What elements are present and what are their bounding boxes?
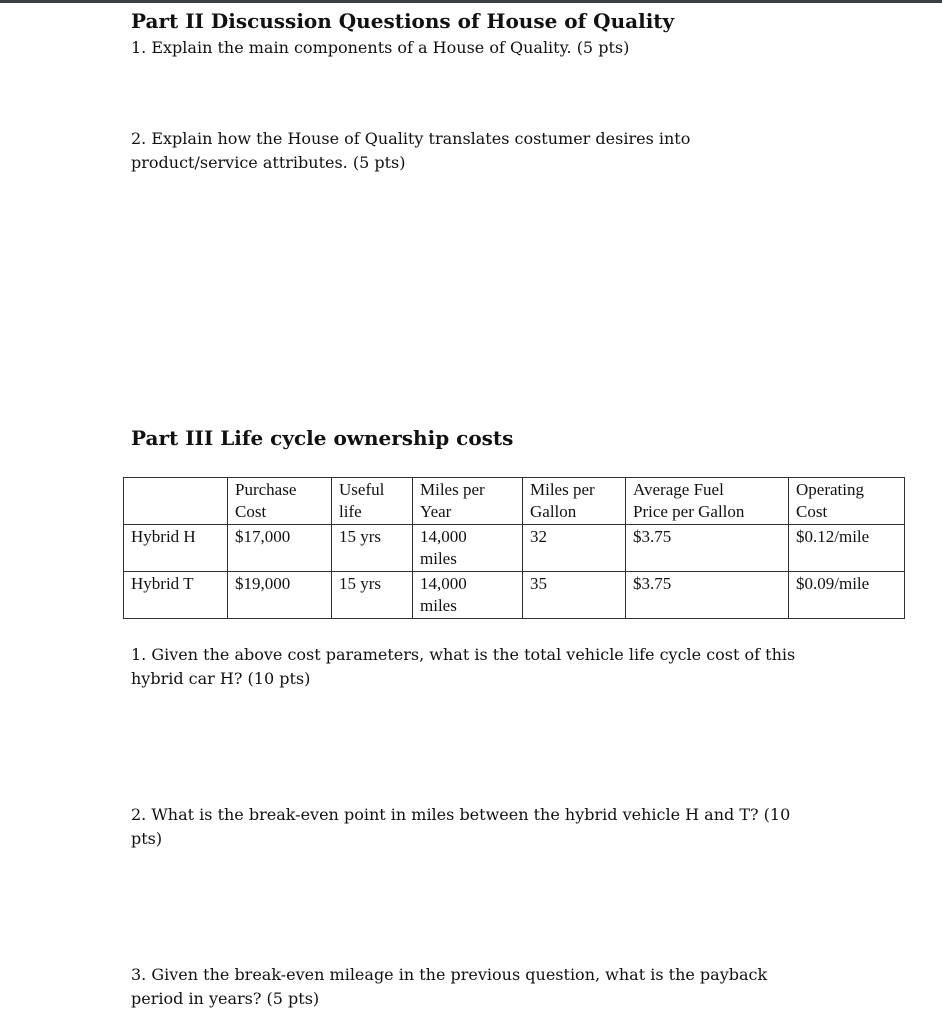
part3-question-2-line2: pts) — [131, 829, 163, 848]
header-cell-miles-per-gallon: Miles per Gallon — [523, 478, 626, 525]
part2-heading: Part II Discussion Questions of House of Quality — [131, 9, 675, 33]
cell-purchase-cost: $19,000 — [228, 572, 332, 619]
part2-question-2-line2: product/service attributes. (5 pts) — [131, 153, 406, 172]
cell-fuel-price: $3.75 — [626, 525, 789, 572]
table-header-row — [124, 478, 905, 525]
part3-heading: Part III Life cycle ownership costs — [131, 426, 514, 450]
top-border — [0, 0, 942, 3]
part2-question-2-line1: 2. Explain how the House of Quality translates costumer desires into — [131, 129, 691, 148]
cell-miles-per-gallon: 35 — [523, 572, 626, 619]
table-row-hybrid-h — [124, 525, 905, 572]
header-cell-purchase-cost: Purchase Cost — [228, 478, 332, 525]
cell-miles-per-gallon: 32 — [523, 525, 626, 572]
header-cell-empty — [124, 478, 228, 525]
cell-purchase-cost: $17,000 — [228, 525, 332, 572]
part3-question-3-line2: period in years? (5 pts) — [131, 989, 320, 1008]
cell-operating-cost: $0.12/mile — [789, 525, 905, 572]
part3-question-1-line2: hybrid car H? (10 pts) — [131, 669, 311, 688]
cost-table — [123, 477, 905, 619]
part2-question-1: 1. Explain the main components of a House of Quality. (5 pts) — [131, 38, 630, 57]
cell-useful-life: 15 yrs — [332, 572, 413, 619]
header-cell-operating-cost: Operating Cost — [789, 478, 905, 525]
cell-miles-per-year: 14,000 miles — [413, 525, 523, 572]
cell-useful-life: 15 yrs — [332, 525, 413, 572]
part3-question-3-line1: 3. Given the break-even mileage in the previous question, what is the payback — [131, 965, 768, 984]
cell-name: Hybrid H — [124, 525, 228, 572]
cell-miles-per-year: 14,000 miles — [413, 572, 523, 619]
cell-name: Hybrid T — [124, 572, 228, 619]
part3-question-2-line1: 2. What is the break-even point in miles between the hybrid vehicle H and T? (10 — [131, 805, 791, 824]
header-cell-miles-per-year: Miles per Year — [413, 478, 523, 525]
header-cell-useful-life: Useful life — [332, 478, 413, 525]
cell-operating-cost: $0.09/mile — [789, 572, 905, 619]
header-cell-fuel-price: Average Fuel Price per Gallon — [626, 478, 789, 525]
part3-question-1-line1: 1. Given the above cost parameters, what is the total vehicle life cycle cost of this — [131, 645, 796, 664]
table-row-hybrid-t — [124, 572, 905, 619]
cell-fuel-price: $3.75 — [626, 572, 789, 619]
